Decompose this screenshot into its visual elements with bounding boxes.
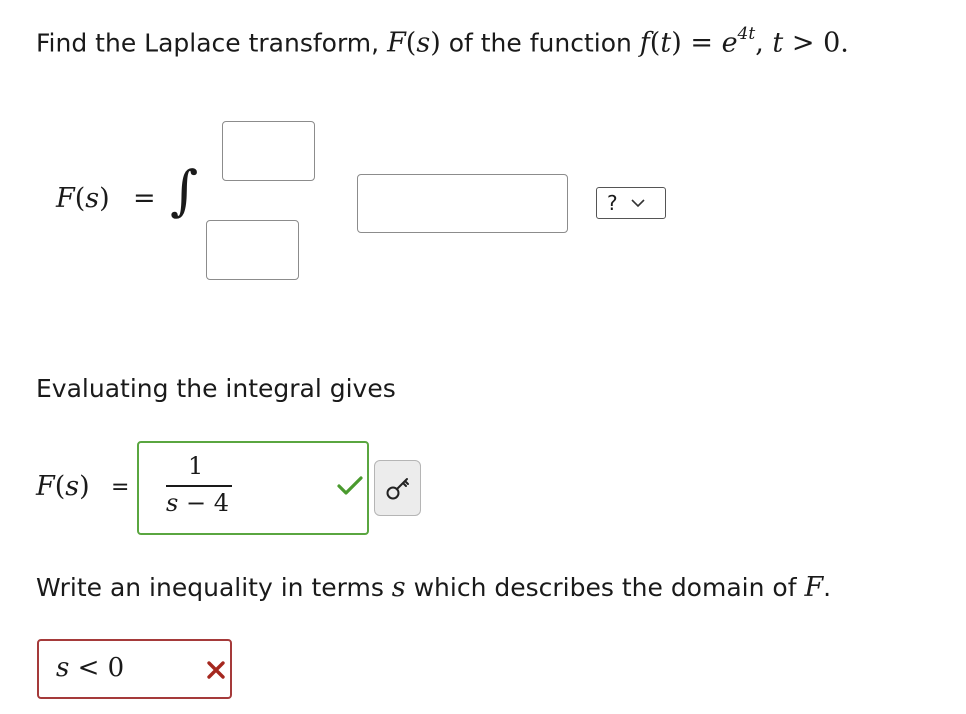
evaluate-label: Evaluating the integral gives [36,374,396,403]
evaluate-equals: = [111,475,130,500]
domain-answer-field[interactable] [37,639,232,699]
setup-equals: = [133,183,156,214]
domain-prompt: Write an inequality in terms s which describes the domain of F. [36,572,832,603]
chevron-down-icon [630,198,646,208]
fraction-numerator: 1 [188,452,204,480]
transform-answer-field[interactable] [137,441,369,535]
key-icon [385,475,411,505]
upper-limit-input[interactable] [222,121,315,181]
evaluate-lhs: F(s) [36,471,90,502]
fraction-denominator: s − 4 [166,489,229,517]
check-icon [337,476,363,500]
differential-select[interactable] [596,187,666,219]
cross-icon [206,660,226,684]
question-text: Find the Laplace transform, F(s) of the function $f(t) = e^{4t}$, t > 0. [36,24,849,59]
fraction-bar [166,485,232,487]
integral-sign: ∫ [170,159,199,222]
domain-answer-value: s < 0 [56,653,125,683]
key-button[interactable] [374,460,421,516]
setup-lhs: F(s) [56,183,110,214]
lower-limit-input[interactable] [206,220,299,280]
select-value: ? [607,191,618,215]
integrand-input[interactable] [357,174,568,233]
